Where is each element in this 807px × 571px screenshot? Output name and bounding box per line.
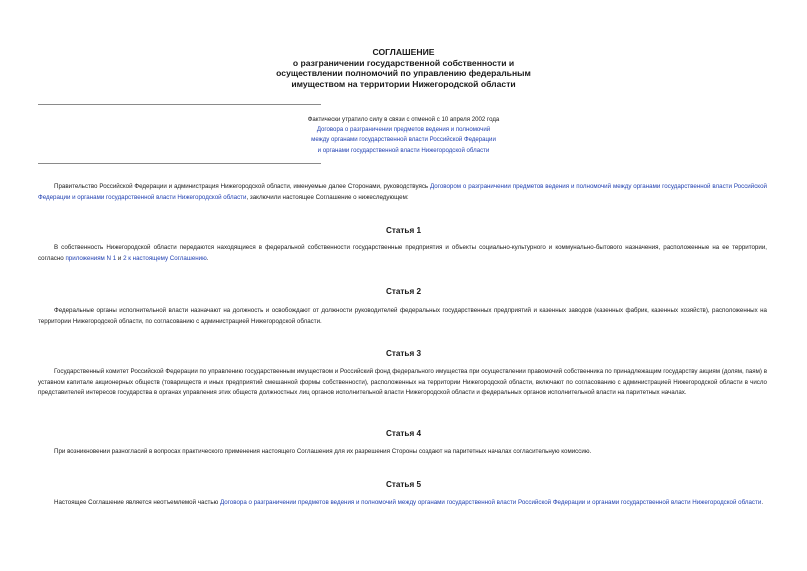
article-1-appendix-2-link[interactable]: 2 к настоящему Соглашению [123, 254, 207, 262]
article-2-text: Федеральные органы исполнительной власти назначают на должность и освобождают от должности руководителей федеральных государственных предприятий и казенных заводов (казенных фабрик, казенных хозяйств), расположенных на территории Нижегородской области, по согласованию с администрацией Нижегородской области. [38, 307, 767, 325]
preamble-treaty-link[interactable]: Договором о разграничении предметов ведения и полномочий между органами государственной власти Российской Федерации и органами государственной власти Нижегородской области [38, 183, 767, 201]
preamble-paragraph [38, 182, 767, 203]
article-3-text: Государственный комитет Российской Федерации по управлению государственным имуществом и Российский фонд федерального имущества при осуществлении правомочий собственника по принадлежащим государству акциям (долям, паям) в уставном капитале акционерных обществ (товариществ и иных предприятий смешанной формы собственности), расположенных на территории Нижегородской области, включают по согласованию с администрацией Нижегородской области в число представителей интересов государства в органах управления этих обществ должностных лиц органов исполнительной власти Нижегородской области и федеральных органов исполнительной власти на паритетных началах. [38, 368, 767, 397]
article-1-text [38, 243, 767, 264]
status-note-link-line-1[interactable]: Договора о разграничении предметов ведения и полномочий [316, 126, 491, 134]
article-4-heading: Статья 4 [385, 429, 422, 438]
divider-top [38, 104, 321, 105]
article-1-text-after: . [206, 254, 209, 262]
article-3-heading: Статья 3 [385, 349, 422, 358]
article-1-text-middle: и [116, 254, 124, 262]
article-5-text-after: . [761, 499, 764, 506]
article-1-heading: Статья 1 [385, 226, 422, 235]
article-5-treaty-link[interactable]: Договора о разграничении предметов ведения и полномочий между органами государственной власти Российской Федерации и органами государственной власти Нижегородской области [219, 499, 762, 506]
article-5-text-before: Настоящее Соглашение является неотъемлемой частью [54, 499, 220, 506]
divider-bottom [38, 163, 321, 164]
title-line-4: имуществом на территории Нижегородской области [291, 78, 516, 89]
article-4-text: При возникновении разногласий в вопросах практического применения настоящего Соглашения для их разрешения Стороны создают на паритетных началах согласительную комиссию. [54, 448, 592, 455]
article-1-appendix-1-link[interactable]: приложениям N 1 [65, 254, 117, 262]
title-line-3: осуществлении полномочий по управлению федеральным [276, 68, 531, 79]
preamble-text-before: Правительство Российской Федерации и администрация Нижегородской области, именуемые далее Сторонами, руководствуясь [54, 183, 430, 190]
document-title [180, 47, 627, 89]
status-note-link-line-3[interactable]: и органами государственной власти Нижегородской области [317, 146, 490, 154]
title-line-1: СОГЛАШЕНИЕ [372, 47, 435, 57]
status-note [200, 115, 607, 156]
article-5-heading: Статья 5 [385, 480, 422, 489]
preamble-text-after: , заключили настоящее Соглашение о нижеследующем: [246, 193, 409, 201]
title-line-2: о разграничении государственной собственности и [292, 57, 515, 68]
status-note-text: Фактически утратило силу в связи с отменой с 10 апреля 2002 года [307, 116, 500, 123]
status-note-link-line-2[interactable]: между органами государственной власти Российской Федерации [311, 136, 496, 144]
article-5-text [38, 498, 767, 509]
article-2-heading: Статья 2 [385, 287, 422, 296]
article-1-text-before: В собственность Нижегородской области передаются находящиеся в федеральной собственности государственные предприятия и объекты социально-культурного и коммунально-бытового назначения, расположенные на ее территории, согласно [38, 244, 767, 262]
